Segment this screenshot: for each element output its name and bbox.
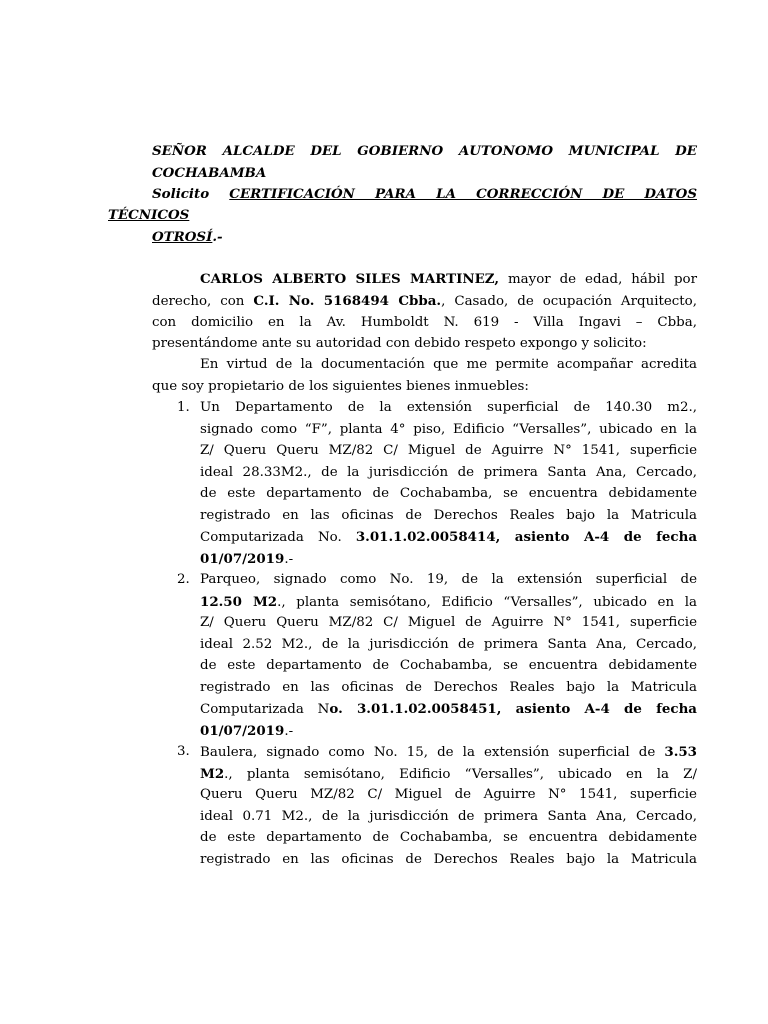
matricula-2: o. 3.01.1.02.0058451, asiento A-4 de fecha (329, 701, 697, 717)
item-3-line: Queru Queru MZ/82 C/ Miguel de Aguirre N° 1541, superficie (200, 787, 697, 802)
item-number-3: 3. (177, 744, 190, 759)
petitioner-name: CARLOS ALBERTO SILES MARTINEZ, (200, 271, 500, 287)
intro-line-6: que soy propietario de los siguientes bienes inmuebles: (152, 379, 529, 394)
intro-line-4: presentándome ante su autoridad con debido respeto expongo y solicito: (152, 336, 647, 351)
solicito-text: CERTIFICACIÓN PARA LA CORRECCIÓN DE DATOS (229, 186, 697, 202)
item-3-line: ideal 0.71 M2., de la jurisdicción de primera Santa Ana, Cercado, (200, 809, 697, 824)
addressee-line-1: SEÑOR ALCALDE DEL GOBIERNO AUTONOMO MUNICIPAL DE (152, 143, 697, 159)
item-2-line: Computarizada No. 3.01.1.02.0058451, asiento A-4 de fecha (200, 701, 697, 717)
intro-line-5: En virtud de la documentación que me permite acompañar acredita (200, 357, 697, 372)
item-number-1: 1. (177, 400, 190, 415)
otrosi-suffix: .- (212, 229, 223, 245)
ci-number: C.I. No. 5168494 Cbba. (253, 293, 442, 309)
solicito-line-2: TÉCNICOS (108, 207, 190, 223)
intro-line-2: derecho, con C.I. No. 5168494 Cbba., Casado, de ocupación Arquitecto, (152, 293, 697, 309)
item-1-date: 01/07/2019.- (200, 551, 294, 567)
item-1-line: signado como “F”, planta 4° piso, Edificio “Versalles”, ubicado en la (200, 422, 697, 437)
otrosi-label: OTROSÍ (152, 229, 213, 245)
item-3-line: de este departamento de Cochabamba, se encuentra debidamente (200, 830, 697, 845)
otrosi-line (152, 227, 697, 247)
item-2-line: de este departamento de Cochabamba, se encuentra debidamente (200, 658, 697, 673)
item-1-line: ideal 28.33M2., de la jurisdicción de primera Santa Ana, Cercado, (200, 465, 697, 480)
item-2-line: Parqueo, signado como No. 19, de la extensión superficial de (200, 572, 697, 587)
intro-line-1: CARLOS ALBERTO SILES MARTINEZ, mayor de edad, hábil por (200, 271, 697, 287)
item-2-line: registrado en las oficinas de Derechos Reales bajo la Matricula (200, 680, 697, 695)
item-3-line: Baulera, signado como No. 15, de la extensión superficial de 3.53 (200, 744, 697, 760)
item-number-2: 2. (177, 572, 190, 587)
item-3-line: registrado en las oficinas de Derechos Reales bajo la Matricula (200, 852, 697, 867)
solicito-label: Solicito (152, 186, 210, 202)
item-3-line: M2., planta semisótano, Edificio “Versalles”, ubicado en la Z/ (200, 766, 697, 782)
item-1-line: de este departamento de Cochabamba, se encuentra debidamente (200, 486, 697, 501)
solicito-line (152, 184, 697, 204)
item-1-line: Computarizada No. 3.01.1.02.0058414, asiento A-4 de fecha (200, 529, 698, 545)
item-2-line: 12.50 M2., planta semisótano, Edificio “Versalles”, ubicado en la (200, 594, 697, 610)
item-1-line: Un Departamento de la extensión superficial de 140.30 m2., (200, 400, 697, 415)
addressee-line-2: COCHABAMBA (152, 165, 267, 181)
item-1-line: Z/ Queru Queru MZ/82 C/ Miguel de Aguirre N° 1541, superficie (200, 443, 697, 458)
item-1-line: registrado en las oficinas de Derechos Reales bajo la Matricula (200, 508, 697, 523)
matricula-1: 3.01.1.02.0058414, asiento A-4 de fecha (355, 529, 698, 545)
item-2-date: 01/07/2019.- (200, 723, 294, 739)
item-2-line: Z/ Queru Queru MZ/82 C/ Miguel de Aguirre N° 1541, superficie (200, 615, 697, 630)
item-2-line: ideal 2.52 M2., de la jurisdicción de primera Santa Ana, Cercado, (200, 637, 697, 652)
intro-line-3: con domicilio en la Av. Humboldt N. 619 - Villa Ingavi – Cbba, (152, 315, 697, 330)
